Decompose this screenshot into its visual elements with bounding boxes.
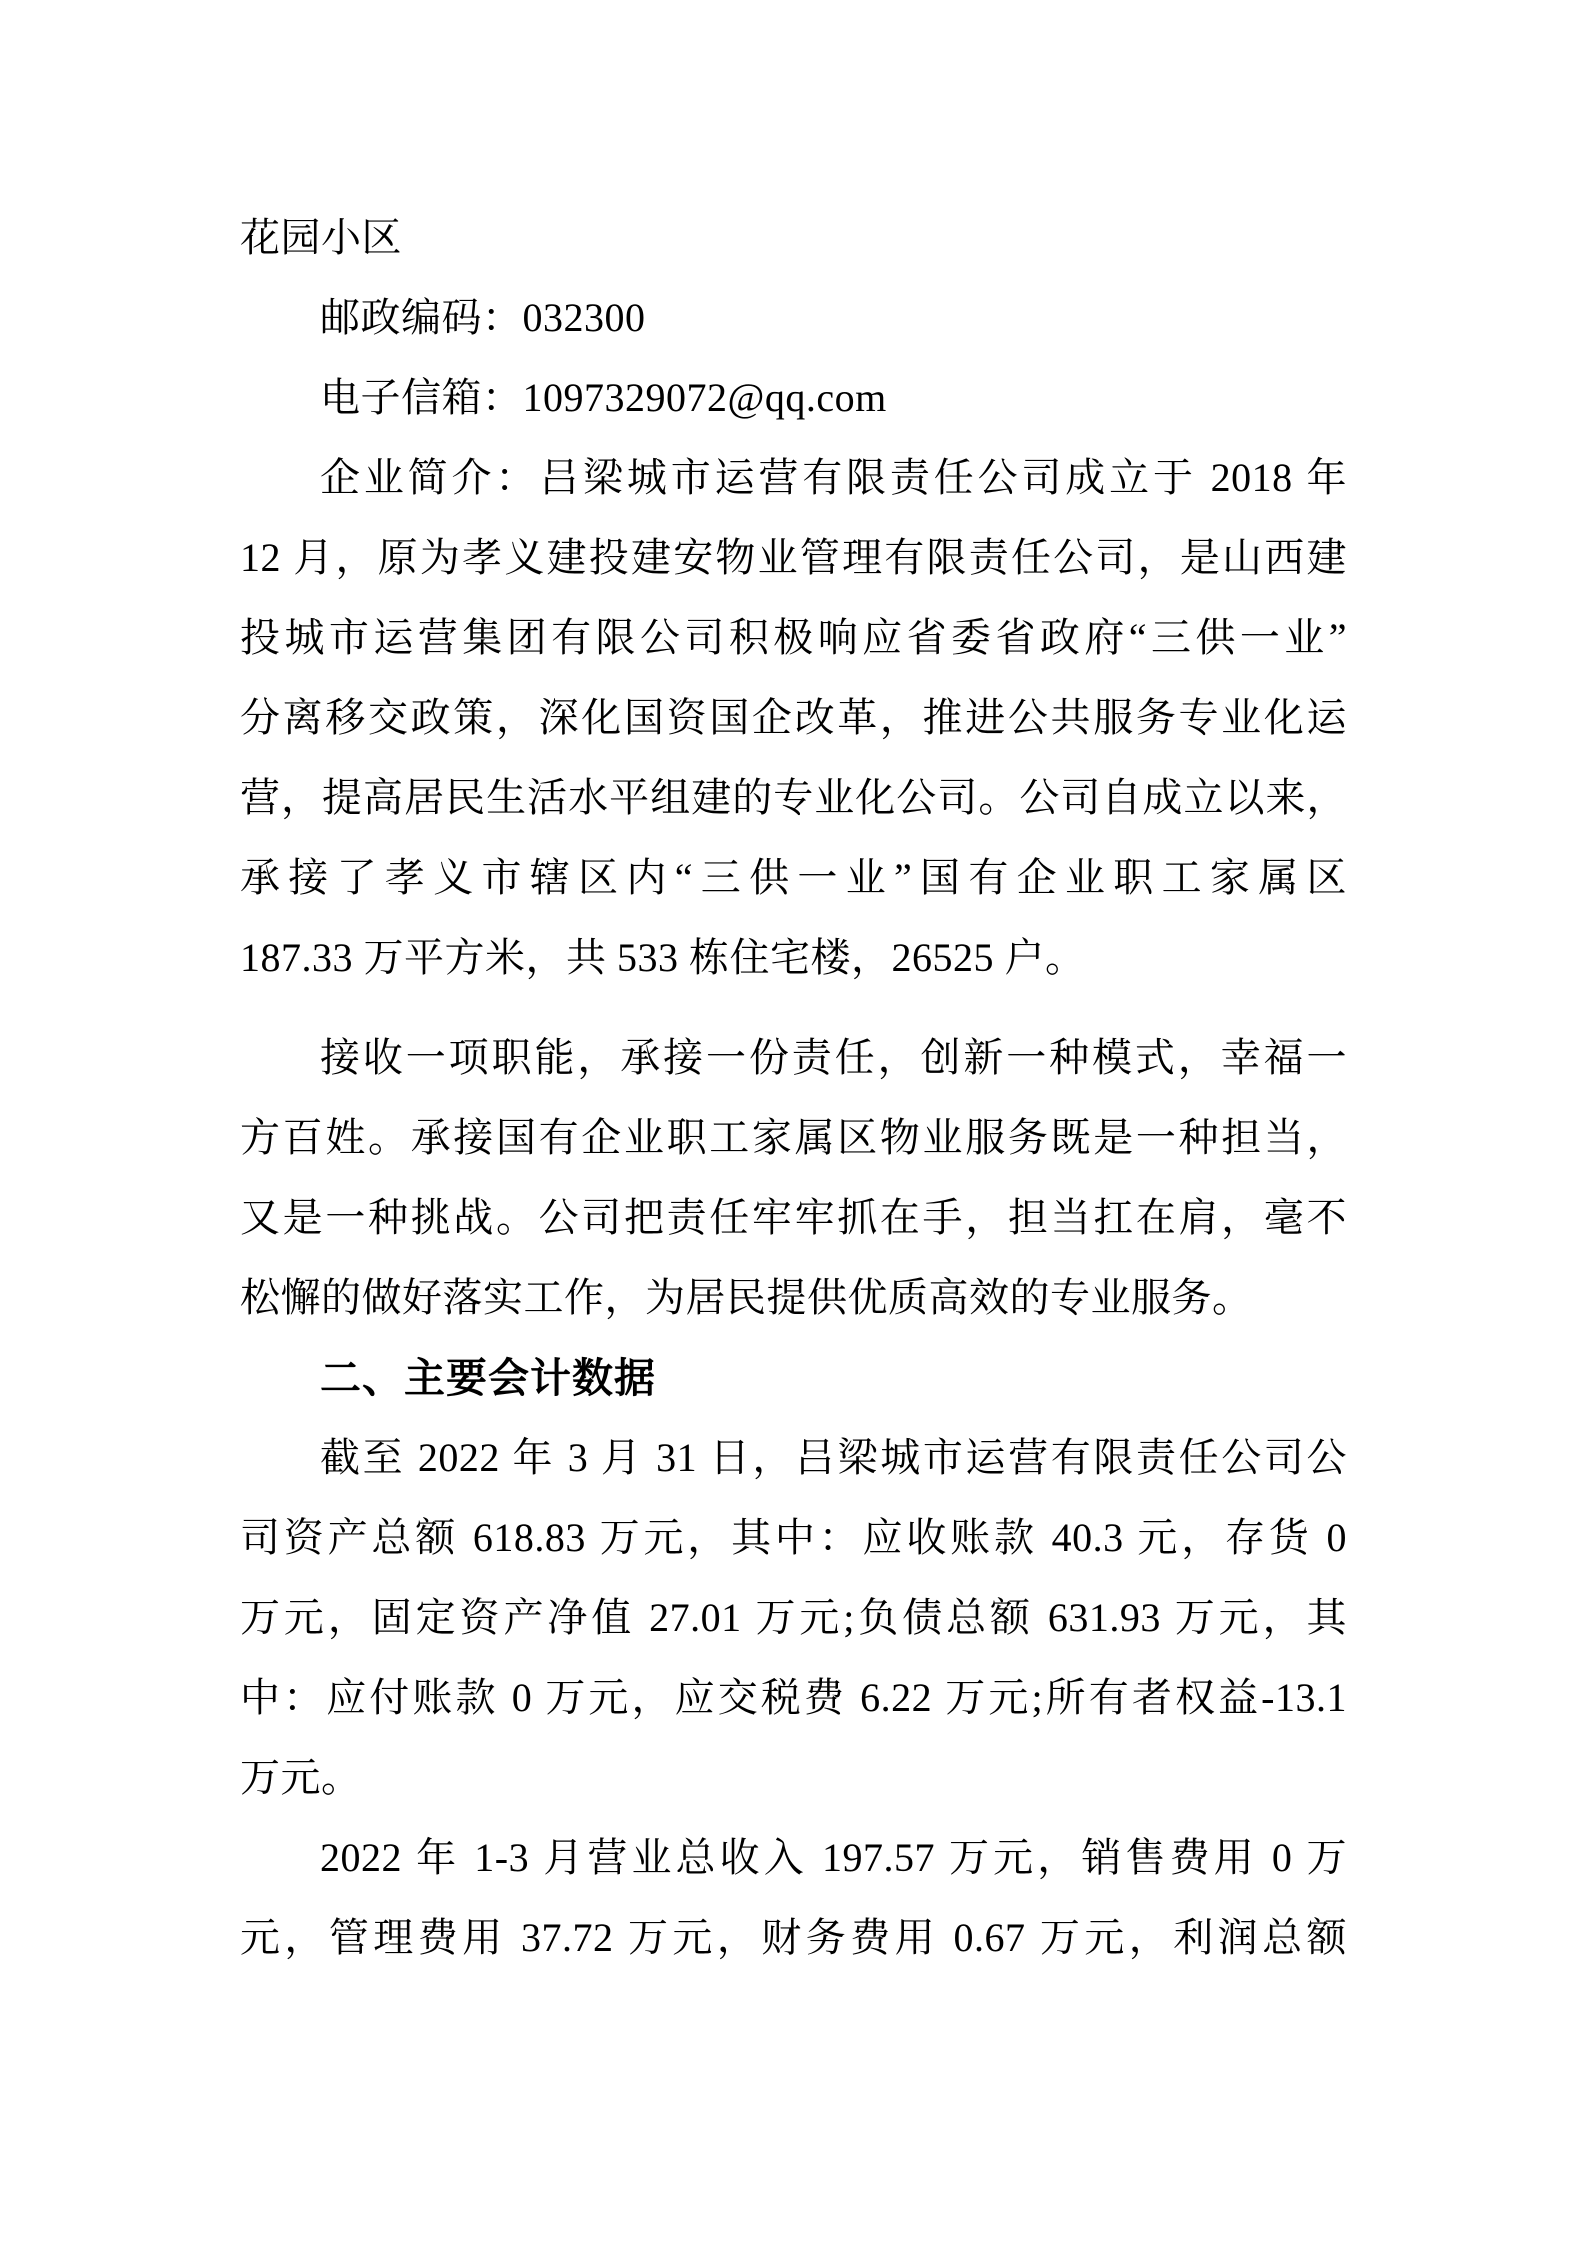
accounting-data-line: 中：应付账款 0 万元，应交税费 6.22 万元;所有者权益-13.1 [240, 1675, 1347, 1720]
accounting-data-line: 万元，固定资产净值 27.01 万元;负债总额 631.93 万元，其 [240, 1595, 1347, 1640]
body-text-line: 承接了孝义市辖区内“三供一业”国有企业职工家属区 [240, 855, 1347, 900]
accounting-data-line: 万元。 [240, 1755, 362, 1800]
body-text-line: 方百姓。承接国有企业职工家属区物业服务既是一种担当， [240, 1115, 1347, 1160]
company-profile-line: 企业简介：吕梁城市运营有限责任公司成立于 2018 年 [320, 455, 1347, 500]
accounting-data-line: 截至 2022 年 3 月 31 日，吕梁城市运营有限责任公司公 [320, 1435, 1347, 1480]
postal-code-line: 邮政编码：032300 [320, 295, 646, 340]
body-text-line: 松懈的做好落实工作，为居民提供优质高效的专业服务。 [240, 1275, 1253, 1320]
section-heading: 二、主要会计数据 [320, 1355, 656, 1401]
email-line: 电子信箱：1097329072@qq.com [320, 375, 887, 420]
body-text-line: 分离移交政策，深化国资国企改革，推进公共服务专业化运 [240, 695, 1347, 740]
body-text-line: 187.33 万平方米，共 533 栋住宅楼，26525 户。 [240, 935, 1086, 980]
body-text-line: 接收一项职能，承接一份责任，创新一种模式，幸福一 [320, 1035, 1347, 1080]
body-text-line: 投城市运营集团有限公司积极响应省委省政府“三供一业” [240, 615, 1347, 660]
accounting-data-line: 司资产总额 618.83 万元，其中：应收账款 40.3 元，存货 0 [240, 1515, 1347, 1560]
body-text-line: 12 月，原为孝义建投建安物业管理有限责任公司，是山西建 [240, 535, 1347, 580]
body-text-line: 营，提高居民生活水平组建的专业化公司。公司自成立以来， [240, 775, 1347, 820]
document-page [240, 198, 1347, 1978]
address-continuation-line: 花园小区 [240, 215, 402, 260]
accounting-data-line: 元，管理费用 37.72 万元，财务费用 0.67 万元，利润总额 [240, 1915, 1347, 1960]
body-text-line: 又是一种挑战。公司把责任牢牢抓在手，担当扛在肩，毫不 [240, 1195, 1347, 1240]
accounting-data-line: 2022 年 1-3 月营业总收入 197.57 万元，销售费用 0 万 [320, 1835, 1347, 1880]
